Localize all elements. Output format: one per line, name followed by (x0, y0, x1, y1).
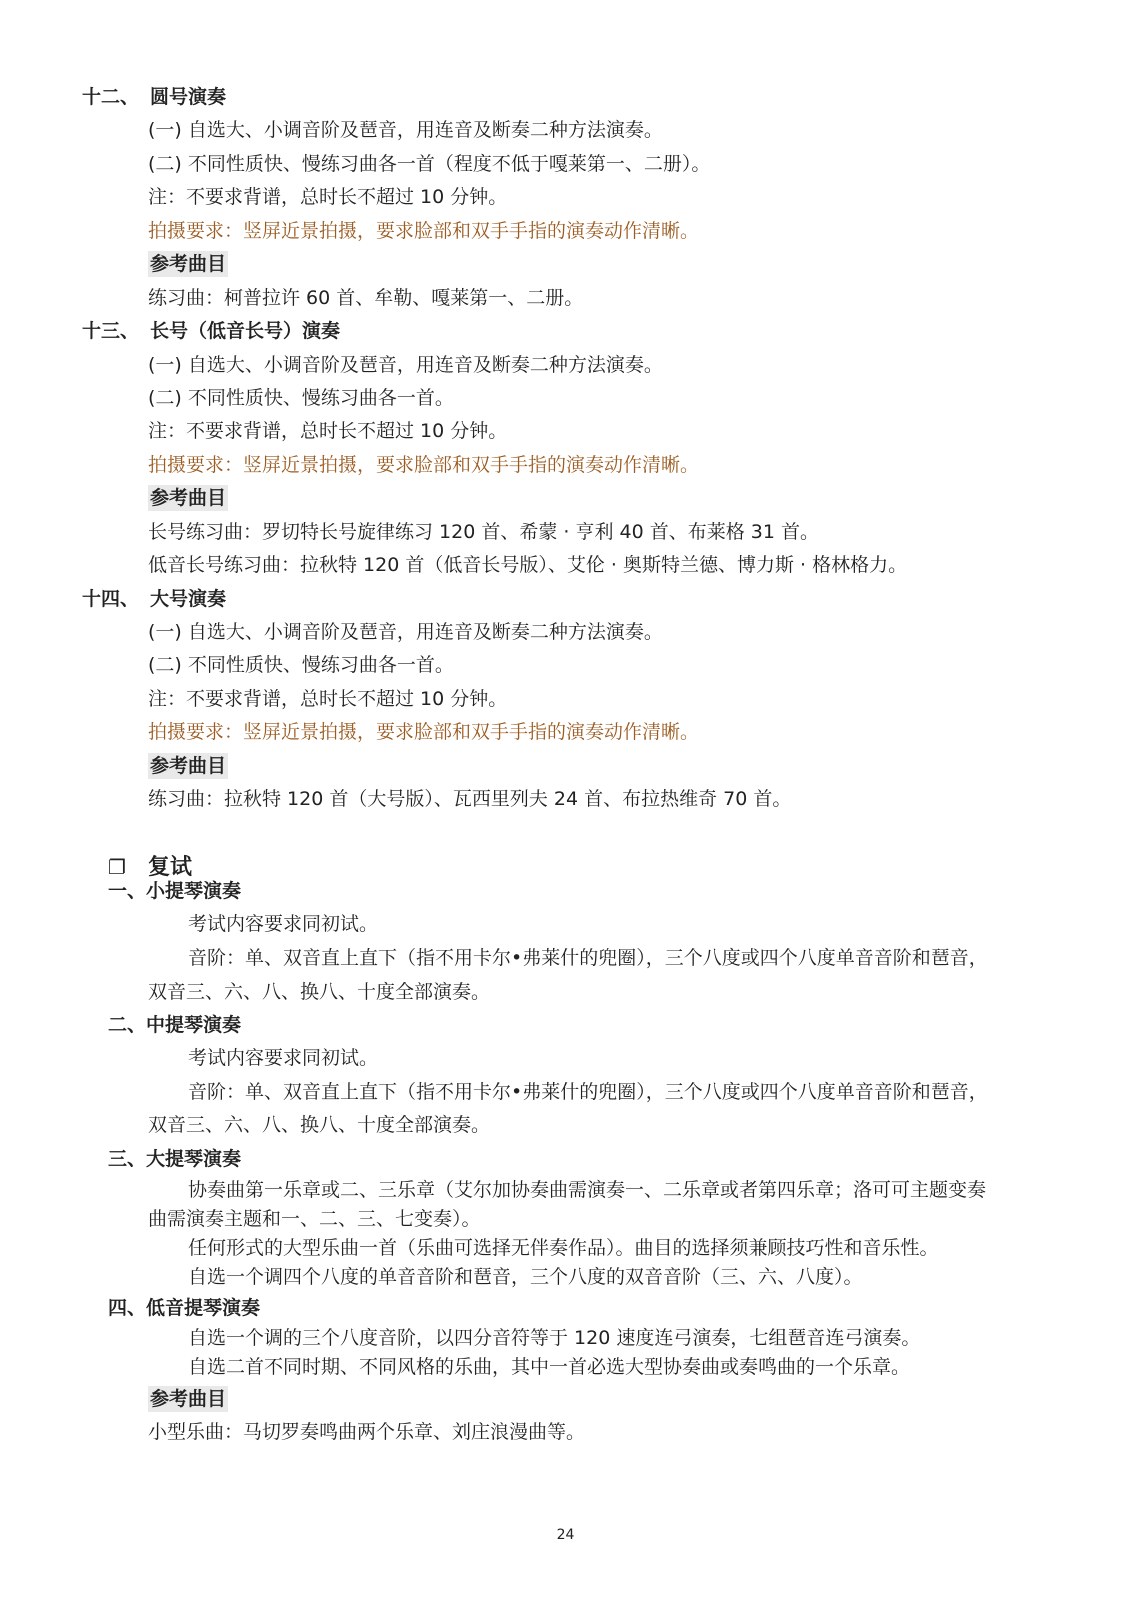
reference-item: 练习曲：拉秋特 120 首（大号版）、瓦西里列夫 24 首、布拉热维奇 70 首。 (148, 788, 792, 810)
filming-requirement: 拍摄要求：竖屏近景拍摄，要求脸部和双手手指的演奏动作清晰。 (148, 721, 700, 743)
paragraph: (二) 不同性质快、慢练习曲各一首（程度不低于嘎莱第一、二册）。 (148, 153, 711, 175)
paragraph: (一) 自选大、小调音阶及琶音，用连音及断奏二种方法演奏。 (148, 119, 663, 141)
paragraph: 自选二首不同时期、不同风格的乐曲，其中一首必选大型协奏曲或奏鸣曲的一个乐章。 (188, 1356, 911, 1378)
section-heading: 十三、 长号（低音长号）演奏 (82, 320, 341, 342)
paragraph: (二) 不同性质快、慢练习曲各一首。 (148, 654, 454, 676)
subsection-heading: 一、小提琴演奏 (108, 880, 242, 902)
reference-item: 练习曲：柯普拉许 60 首、牟勒、嘎莱第一、二册。 (148, 287, 584, 309)
subsection-heading: 二、中提琴演奏 (108, 1014, 242, 1036)
section-heading: 十四、 大号演奏 (82, 588, 227, 610)
checkbox-square-icon: ❐ (108, 855, 126, 879)
paragraph: 自选一个调的三个八度音阶，以四分音符等于 120 速度连弓演奏，七组琶音连弓演奏。 (188, 1327, 921, 1349)
reference-item: 低音长号练习曲：拉秋特 120 首（低音长号版）、艾伦 · 奥斯特兰德、博力斯 · 格林格力。 (148, 554, 908, 576)
reference-label: 参考曲目 (150, 487, 227, 509)
paragraph: 考试内容要求同初试。 (188, 913, 379, 935)
paragraph: 双音三、六、八、换八、十度全部演奏。 (148, 981, 491, 1003)
paragraph: 音阶：单、双音直上直下（指不用卡尔•弗莱什的兜圈），三个八度或四个八度单音音阶和琶音， (188, 947, 988, 969)
reference-label: 参考曲目 (150, 253, 227, 275)
paragraph: 曲需演奏主题和一、二、三、七变奏）。 (148, 1208, 481, 1230)
retest-heading: ❐ 复试 (108, 852, 192, 883)
note: 注：不要求背谱，总时长不超过 10 分钟。 (148, 688, 508, 710)
paragraph: 音阶：单、双音直上直下（指不用卡尔•弗莱什的兜圈），三个八度或四个八度单音音阶和琶音， (188, 1081, 988, 1103)
paragraph: (一) 自选大、小调音阶及琶音，用连音及断奏二种方法演奏。 (148, 621, 663, 643)
subsection-heading: 四、低音提琴演奏 (108, 1297, 261, 1319)
paragraph: (一) 自选大、小调音阶及琶音，用连音及断奏二种方法演奏。 (148, 354, 663, 376)
paragraph: 任何形式的大型乐曲一首（乐曲可选择无伴奏作品）。曲目的选择须兼顾技巧性和音乐性。 (188, 1237, 939, 1259)
subsection-heading: 三、大提琴演奏 (108, 1148, 242, 1170)
reference-label: 参考曲目 (150, 1388, 227, 1410)
section-heading: 十二、 圆号演奏 (82, 86, 227, 108)
reference-label: 参考曲目 (150, 755, 227, 777)
paragraph: (二) 不同性质快、慢练习曲各一首。 (148, 387, 454, 409)
note: 注：不要求背谱，总时长不超过 10 分钟。 (148, 420, 508, 442)
filming-requirement: 拍摄要求：竖屏近景拍摄，要求脸部和双手手指的演奏动作清晰。 (148, 454, 700, 476)
reference-item: 小型乐曲：马切罗奏鸣曲两个乐章、刘庄浪漫曲等。 (148, 1421, 586, 1443)
filming-requirement: 拍摄要求：竖屏近景拍摄，要求脸部和双手手指的演奏动作清晰。 (148, 220, 700, 242)
reference-item: 长号练习曲：罗切特长号旋律练习 120 首、希蒙 · 亨利 40 首、布莱格 31 首。 (148, 521, 819, 543)
paragraph: 自选一个调四个八度的单音音阶和琶音，三个八度的双音音阶（三、六、八度）。 (188, 1266, 863, 1288)
paragraph: 双音三、六、八、换八、十度全部演奏。 (148, 1114, 491, 1136)
page-number: 24 (556, 1527, 575, 1543)
note: 注：不要求背谱，总时长不超过 10 分钟。 (148, 186, 508, 208)
paragraph: 协奏曲第一乐章或二、三乐章（艾尔加协奏曲需演奏一、二乐章或者第四乐章；洛可可主题变奏 (188, 1179, 987, 1201)
paragraph: 考试内容要求同初试。 (188, 1047, 379, 1069)
